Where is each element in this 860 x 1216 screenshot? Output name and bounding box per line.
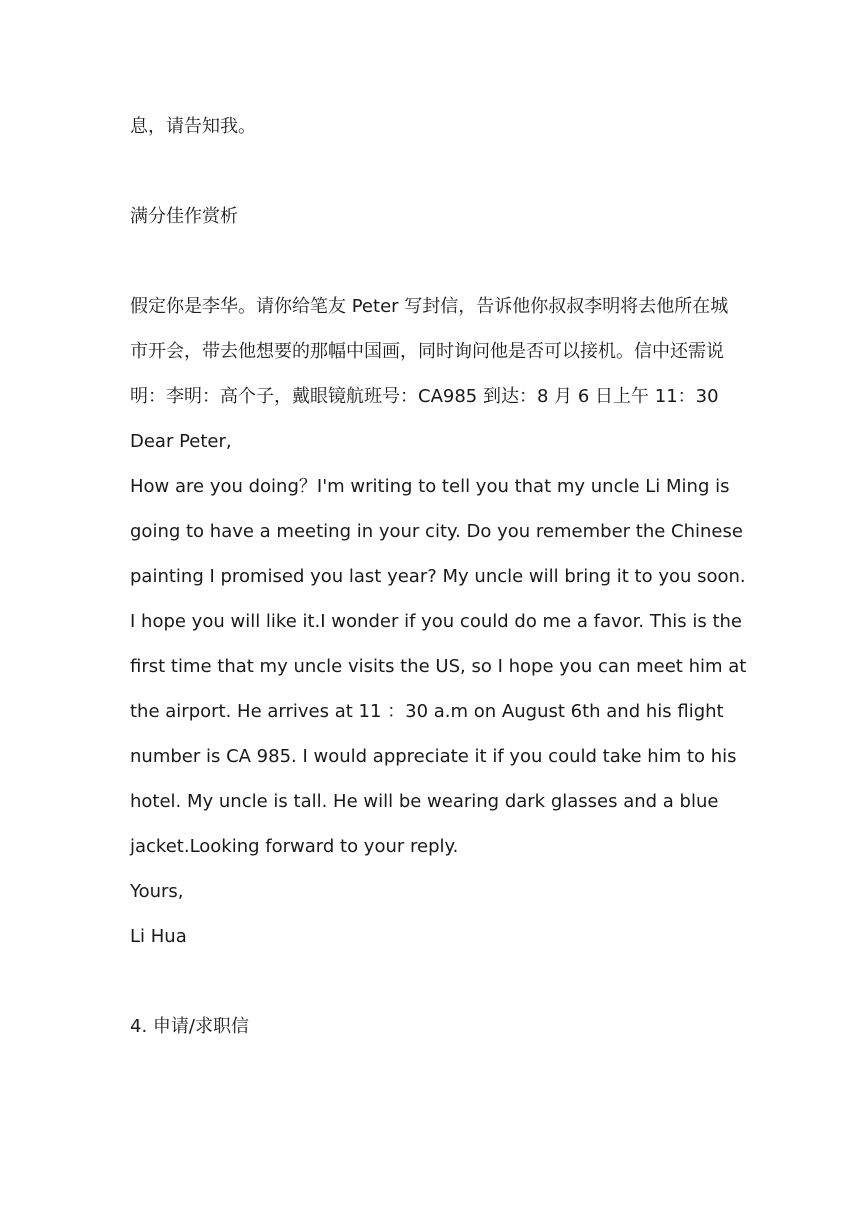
letter-body-line: I hope you will like it.I wonder if you could do me a favor. This is the xyxy=(130,611,742,632)
next-section-heading: 4. 申请/求职信 xyxy=(130,1016,249,1037)
letter-salutation: Dear Peter, xyxy=(130,431,232,452)
letter-body-line: the airport. He arrives at 11 ：30 a.m on August 6th and his flight xyxy=(130,701,724,722)
letter-body-line: hotel. My uncle is tall. He will be wearing dark glasses and a blue xyxy=(130,791,719,812)
letter-body-line: painting I promised you last year? My uncle will bring it to you soon. xyxy=(130,566,746,587)
prompt-line: 市开会，带去他想要的那幅中国画，同时询问他是否可以接机。信中还需说 xyxy=(130,341,724,362)
letter-closing: Yours, xyxy=(130,881,184,902)
letter-body-line: jacket.Looking forward to your reply. xyxy=(130,836,459,857)
letter-body-line: going to have a meeting in your city. Do you remember the Chinese xyxy=(130,521,743,542)
letter-signature: Li Hua xyxy=(130,926,187,947)
prompt-line: 明：李明：高个子，戴眼镜航班号：CA985 到达：8 月 6 日上午 11：30 xyxy=(130,386,719,407)
letter-body-line: first time that my uncle visits the US, so I hope you can meet him at xyxy=(130,656,747,677)
letter-body-line: How are you doing？I'm writing to tell you that my uncle Li Ming is xyxy=(130,476,730,497)
letter-body-line: number is CA 985. I would appreciate it if you could take him to his xyxy=(130,746,737,767)
intro-tail-text: 息，请告知我。 xyxy=(130,116,256,137)
prompt-line: 假定你是李华。请你给笔友 Peter 写封信，告诉他你叔叔李明将去他所在城 xyxy=(130,296,729,317)
section-heading: 满分佳作赏析 xyxy=(130,206,238,227)
